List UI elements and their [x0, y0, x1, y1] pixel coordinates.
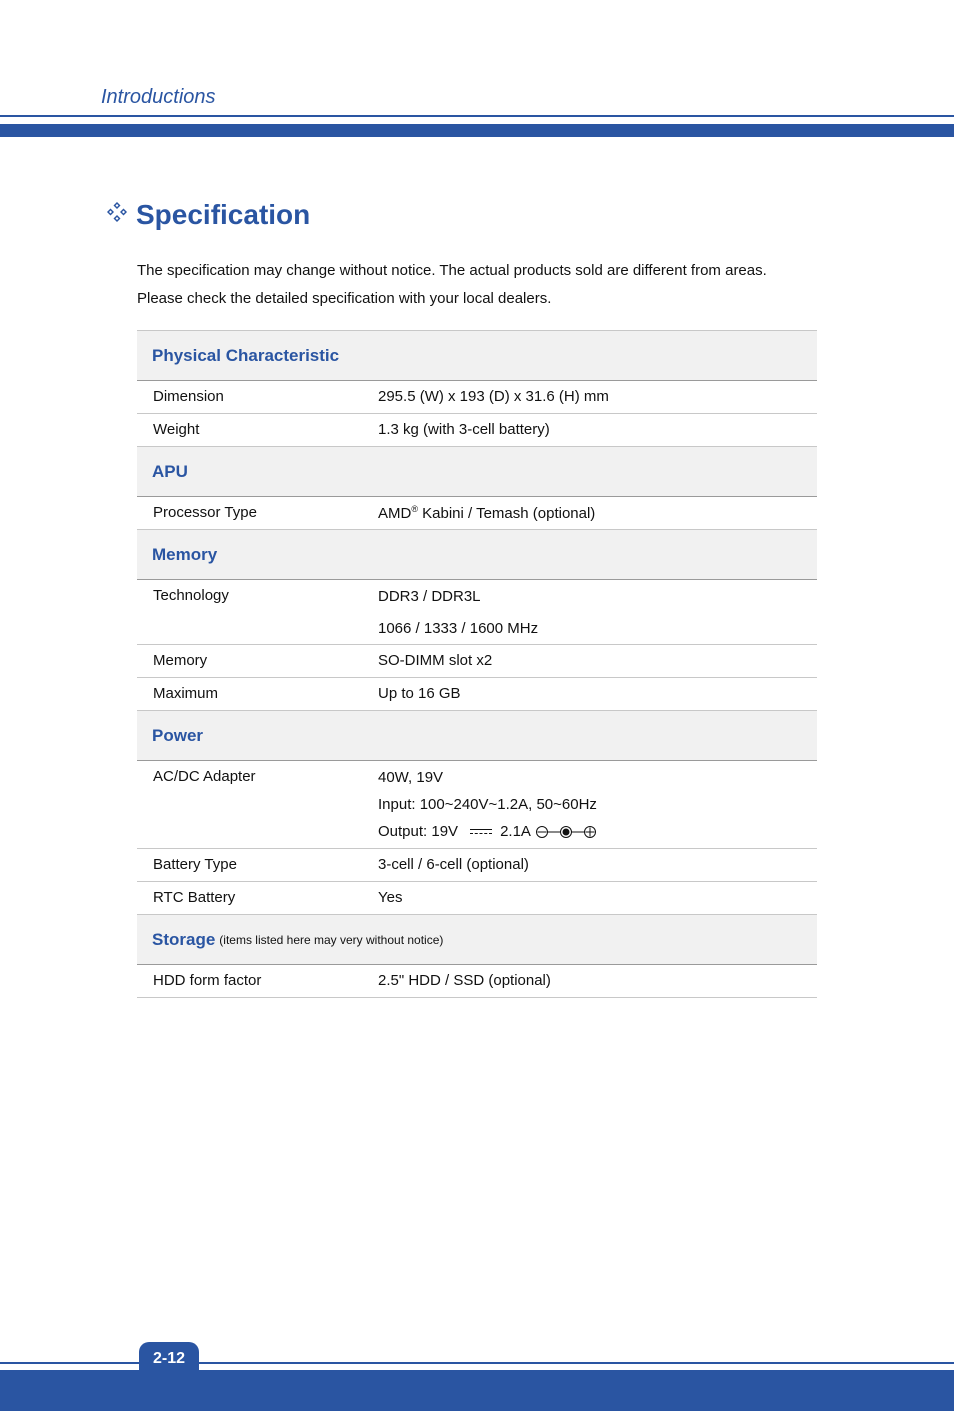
category-physical	[137, 331, 817, 381]
row-value	[378, 580, 817, 644]
category-note: (items listed here may very without notice)	[219, 932, 444, 947]
page-number: 2-12	[152, 1350, 186, 1367]
header-rule	[0, 115, 954, 117]
processor-models: Kabini / Temash (optional)	[417, 505, 596, 522]
row-label: Memory	[153, 652, 208, 669]
category-title: Power	[152, 725, 204, 745]
row-value: 3-cell / 6-cell (optional)	[378, 856, 529, 873]
category-memory	[137, 530, 817, 580]
table-row	[137, 381, 817, 414]
row-value: Yes	[378, 889, 403, 906]
row-value: Up to 16 GB	[378, 685, 461, 702]
section-heading	[106, 199, 310, 231]
row-label: HDD form factor	[153, 972, 262, 989]
row-label: Processor Type	[153, 504, 257, 521]
value-line: DDR3 / DDR3L	[378, 588, 481, 605]
table-row	[137, 580, 817, 645]
row-value: 2.5" HDD / SSD (optional)	[378, 972, 551, 989]
table-row	[137, 414, 817, 447]
value-line: 1066 / 1333 / 1600 MHz	[378, 620, 539, 637]
intro-line: Please check the detailed specification with your local dealers.	[137, 290, 552, 307]
row-label: Battery Type	[153, 856, 237, 873]
row-value: SO-DIMM slot x2	[378, 652, 493, 669]
row-value	[378, 497, 817, 529]
category-power	[137, 711, 817, 761]
table-row	[137, 497, 817, 530]
four-diamond-ornament-icon	[106, 201, 128, 229]
category-title: Memory	[152, 544, 218, 564]
intro-line: The specification may change without notice. The actual products sold are different from areas.	[137, 262, 767, 279]
row-value: 1.3 kg (with 3-cell battery)	[378, 421, 550, 438]
header-title: Introductions	[101, 86, 216, 108]
table-row	[137, 965, 817, 998]
row-label: AC/DC Adapter	[153, 768, 256, 785]
category-apu	[137, 447, 817, 497]
row-value: 295.5 (W) x 193 (D) x 31.6 (H) mm	[378, 388, 609, 405]
intro-text	[137, 257, 827, 313]
dc-current-icon	[470, 829, 492, 835]
table-row	[137, 882, 817, 915]
row-label: RTC Battery	[153, 889, 236, 906]
category-title: Storage	[152, 929, 216, 949]
value-line: Input: 100~240V~1.2A, 50~60Hz	[378, 796, 597, 813]
table-row	[137, 849, 817, 882]
table-row	[137, 678, 817, 711]
table-row	[137, 761, 817, 849]
row-label: Weight	[153, 421, 200, 438]
registered-mark: ®	[411, 504, 418, 514]
processor-brand: AMD	[378, 505, 412, 522]
row-label: Maximum	[153, 685, 219, 702]
category-title: Physical Characteristic	[152, 345, 340, 365]
category-title: APU	[152, 461, 188, 481]
spec-table	[137, 330, 817, 998]
table-row	[137, 645, 817, 678]
output-current: 2.1A	[500, 823, 531, 840]
center-positive-polarity-icon	[535, 825, 597, 839]
section-title: Specification	[136, 199, 311, 230]
header-band	[0, 124, 954, 137]
category-storage	[137, 915, 817, 965]
row-label: Dimension	[153, 388, 224, 405]
row-value	[378, 761, 817, 848]
output-voltage: Output: 19V	[378, 823, 459, 840]
value-line	[378, 822, 817, 841]
value-line: 40W, 19V	[378, 769, 444, 786]
row-label: Technology	[153, 587, 229, 604]
